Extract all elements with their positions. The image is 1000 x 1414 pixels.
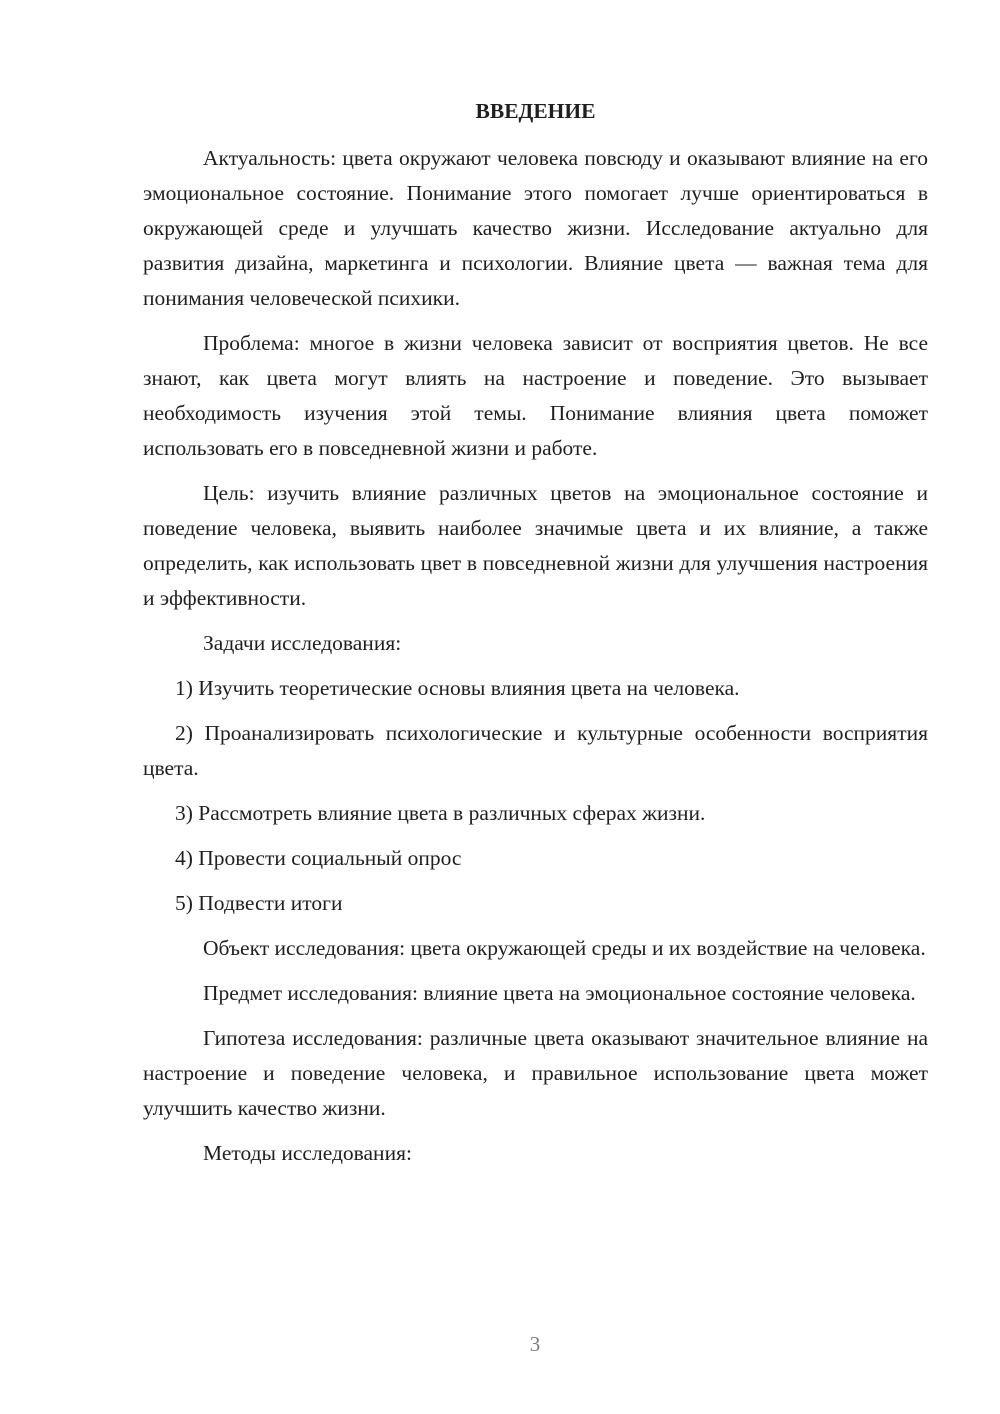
task-item: 4) Провести социальный опрос <box>175 846 462 870</box>
task-item: 1) Изучить теоретические основы влияния цвета на человека. <box>175 676 740 700</box>
document-page <box>143 96 928 1181</box>
methods-intro: Методы исследования: <box>203 1141 412 1165</box>
task-item: 3) Рассмотреть влияние цвета в различных сферах жизни. <box>175 801 706 825</box>
problem-paragraph: Проблема: многое в жизни человека зависит от восприятия цветов. Не все знают, как цвета могут влиять на настроение и поведение. Это вызывает необходимость изучения этой темы. Понимание влияния цвета поможет использовать его в повседневной жизни и работе. <box>143 331 928 460</box>
task-item: 5) Подвести итоги <box>175 891 343 915</box>
hypothesis-paragraph: Гипотеза исследования: различные цвета оказывают значительное влияние на настроение и поведение человека, и правильное использование цвета может улучшить качество жизни. <box>143 1026 928 1120</box>
page-number: 3 <box>529 1332 541 1356</box>
tasks-list <box>143 671 928 921</box>
object-paragraph: Объект исследования: цвета окружающей среды и их воздействие на человека. <box>203 936 926 960</box>
relevance-paragraph: Актуальность: цвета окружают человека повсюду и оказывают влияние на его эмоциональное состояние. Понимание этого помогает лучше ориентироваться в окружающей среде и улучшать качество жизни. Исследование актуально для развития дизайна, маркетинга и психологии. Влияние цвета — важная тема для понимания человеческой психики. <box>143 146 928 310</box>
task-item: 2) Проанализировать психологические и культурные особенности восприятия цвета. <box>143 721 928 780</box>
tasks-intro: Задачи исследования: <box>203 631 402 655</box>
section-heading: ВВЕДЕНИЕ <box>475 99 596 123</box>
subject-paragraph: Предмет исследования: влияние цвета на эмоциональное состояние человека. <box>203 981 916 1005</box>
goal-paragraph: Цель: изучить влияние различных цветов на эмоциональное состояние и поведение человека, выявить наиболее значимые цвета и их влияние, а также определить, как использовать цвет в повседневной жизни для улучшения настроения и эффективности. <box>143 481 928 610</box>
